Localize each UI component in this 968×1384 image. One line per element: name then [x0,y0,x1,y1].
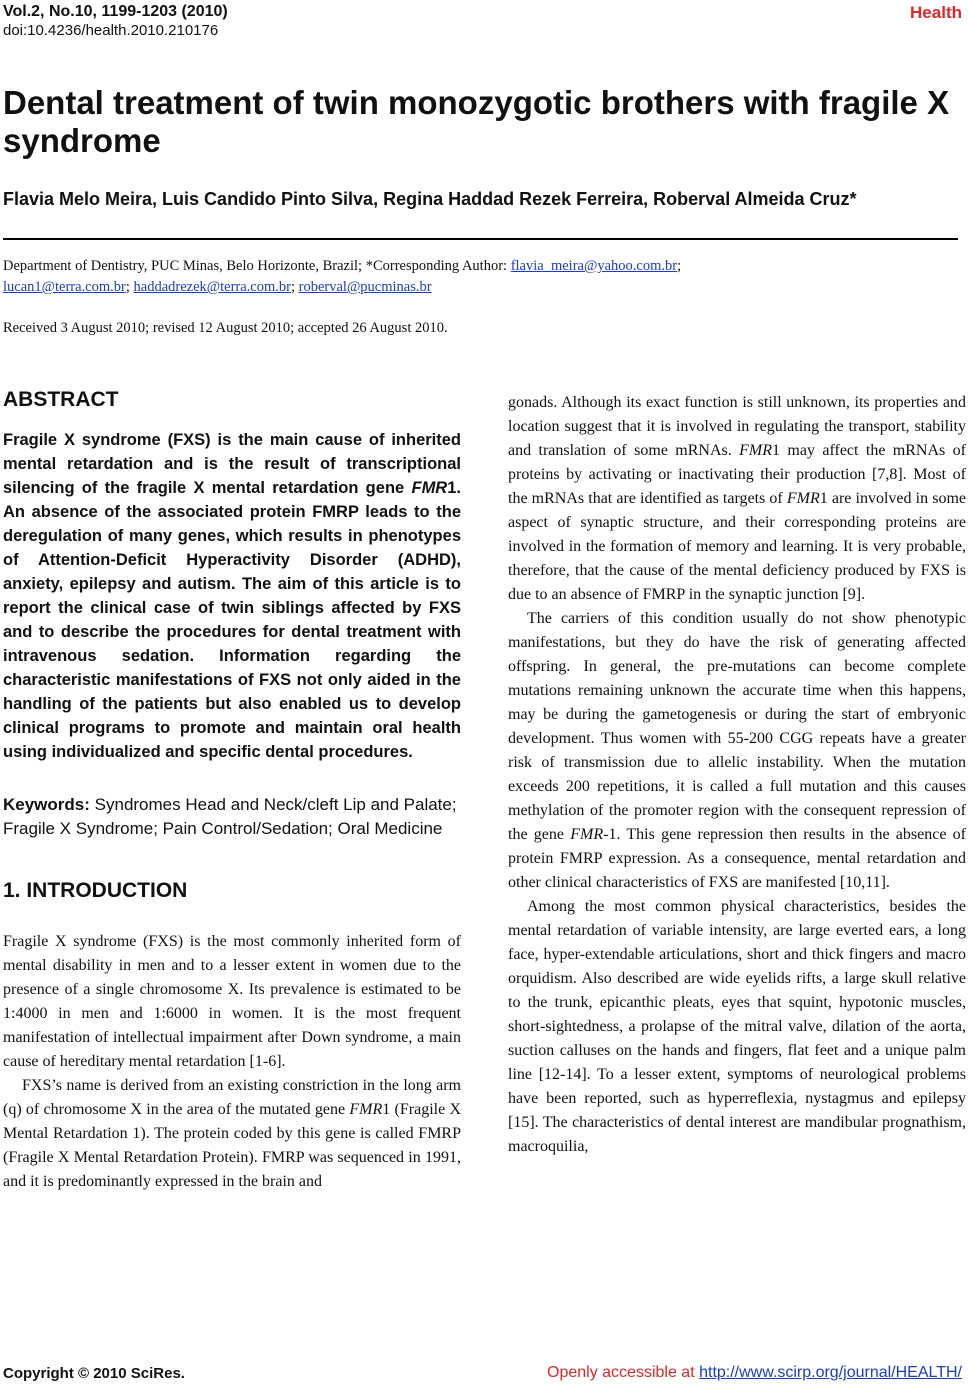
keywords-text: Syndromes Head and Neck/cleft Lip and Palate; Fragile X Syndrome; Pain Control/Sedation; Oral Medicine [3,795,457,838]
affiliation-text: Department of Dentistry, PUC Minas, Belo Horizonte, Brazil; *Corresponding Author: [3,258,511,274]
body-paragraph: Fragile X syndrome (FXS) is the most commonly inherited form of mental disability in men and to a lesser extent in women due to the presence of a single chromosome X. Its prevalence is estimated to be 1:4000 in men and 1:6000 in women. It is the most frequent manifestation of intellectual impairment after Down syndrome, a main cause of hereditary mental retardation [1-6]. [3,933,461,1070]
left-column [3,386,461,1194]
abstract-text: Fragile X syndrome (FXS) is the main cause of inherited mental retardation and is the result of transcriptional silencing of the fragile X mental retardation gene FMR1. An absence of the associated protein FMRP leads to the deregulation of many genes, which results in phenotypes of Attention-Deficit Hyperactivity Disorder (ADHD), anxiety, epilepsy and autism. The aim of this article is to report the clinical case of twin siblings affected by FXS and to describe the procedures for dental treatment with intravenous sedation. Information regarding the characteristic manifestations of FXS not only aided in the handling of the patients but also enabled us to develop clinical programs to promote and maintain oral health using individualized and specific dental procedures. [3,431,461,761]
email-link-cruz[interactable]: roberval@pucminas.br [298,279,432,295]
body-paragraph: FXS’s name is derived from an existing constriction in the long arm (q) of chromosome X in the area of the mutated gene FMR1 (Fragile X Mental Retardation 1). The protein coded by this gene is called FMRP (Fragile X Mental Retardation Protein). FMRP was sequenced in 1991, and it is predominantly expressed in the brain and [3,1077,462,1190]
journal-url-link[interactable]: http://www.scirp.org/journal/HEALTH/ [699,1364,962,1381]
affiliation: Department of Dentistry, PUC Minas, Belo Horizonte, Brazil; *Corresponding Author: flavia_meira@yahoo.com.br; lucan1@terra.com.br; haddadrezek@terra.com.br; roberval@pucminas.br [3,258,682,295]
received-dates: Received 3 August 2010; revised 12 August 2010; accepted 26 August 2010. [3,320,448,336]
open-access-notice [547,1364,962,1382]
abstract-heading: ABSTRACT [3,388,119,411]
keywords [3,793,461,841]
title-divider [3,238,958,240]
copyright-notice: Copyright © 2010 SciRes. [3,1365,185,1382]
email-link-silva[interactable]: lucan1@terra.com.br [3,279,126,295]
email-link-meira[interactable]: flavia_meira@yahoo.com.br [510,258,678,274]
journal-name: Health [910,3,962,22]
journal-volume: Vol.2, No.10, 1199-1203 (2010) [3,3,228,20]
doi: doi:10.4236/health.2010.210176 [3,22,219,39]
body-paragraph: The carriers of this condition usually do not show phenotypic manifestations, but they do have the risk of generating affected offspring. In general, the pre-mutations can become complete mutations remaining unknown the accurate time when this happens, may be during the gametogenesis or during the start of embryonic development. Thus women with 55-200 CGG repeats have a greater risk of transmission due to allelic instability. When the mutation exceeds 200 repetitions, it is called a full mutation and this causes methylation of the promoter region with the consequent repression of the gene FMR-1. This gene repression then results in the absence of protein FMRP expression. As a consequence, mental retardation and other clinical characteristics of FXS are manifested [10,11]. [508,610,967,891]
right-column [508,391,966,1159]
open-access-label: Openly accessible at [547,1364,700,1381]
body-paragraph: gonads. Although its exact function is still unknown, its properties and location suggest that it is involved in regulating the transport, stability and translation of some mRNAs. FMR1 may affect the mRNAs of proteins by activating or inactivating their production [7,8]. Most of the mRNAs that are identified as targets of FMR1 are involved in some aspect of synaptic structure, and their corresponding proteins are involved in the formation of memory and learning. It is very probable, therefore, that the cause of the mental deficiency produced by FXS is due to an absence of FMRP in the synaptic junction [9]. [508,394,966,603]
introduction-heading: 1. INTRODUCTION [3,879,188,902]
author-list: Flavia Melo Meira, Luis Candido Pinto Silva, Regina Haddad Rezek Ferreira, Roberval Almeida Cruz* [3,189,857,209]
paper-title: Dental treatment of twin monozygotic brothers with fragile X syndrome [3,84,950,159]
body-paragraph: Among the most common physical characteristics, besides the mental retardation of variable intensity, are large everted ears, a long face, hyper-extendable articulations, short and thick fingers and macro orquidism. Also described are wide eyelids rifts, a large skull relative to the trunk, epicanthic pleats, eyes that squint, hypotonic muscles, short-sightedness, a prolapse of the mitral valve, dilation of the aorta, suction calluses on the hands and fingers, flat feet and a unique palm line [12-14]. To a lesser extent, symptoms of neurological problems have been reported, such as hyperreflexia, nystagmus and epilepsy [15]. The characteristics of dental interest are mandibular prognathism, macroquilia, [508,898,966,1155]
keywords-label: Keywords: [3,795,90,814]
email-link-ferreira[interactable]: haddadrezek@terra.com.br [133,279,291,295]
